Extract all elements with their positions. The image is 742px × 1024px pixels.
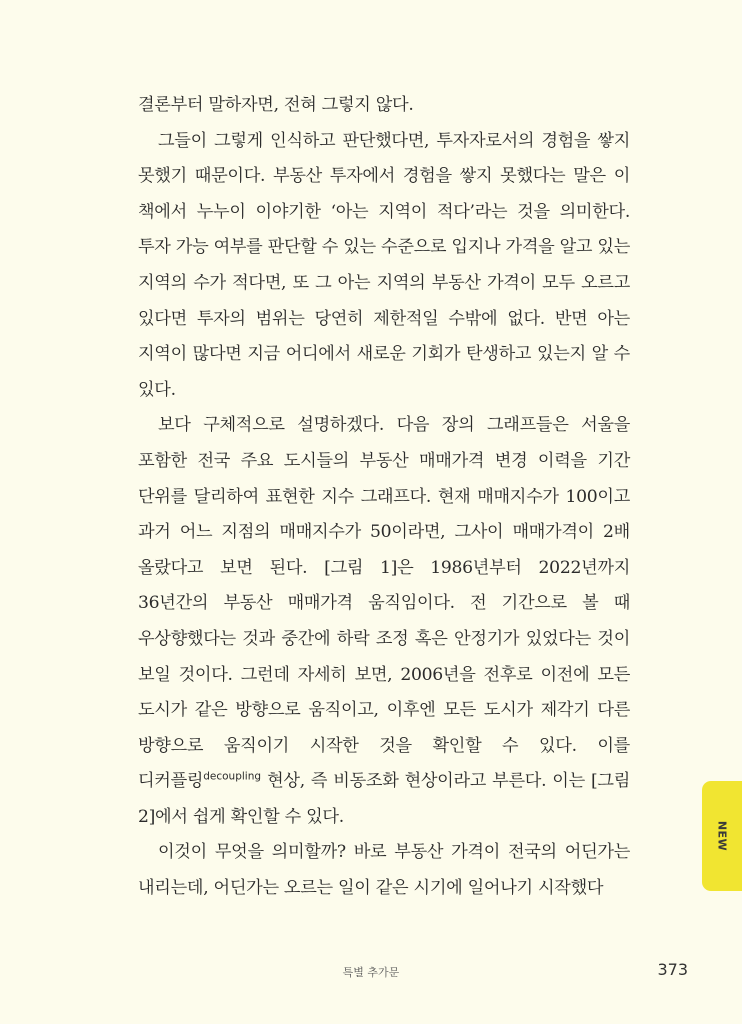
running-footer-title: 특별 추가문 [342, 966, 400, 979]
decoupling-superscript: decoupling [203, 770, 262, 783]
paragraph-4: 이것이 무엇을 의미할까? 바로 부동산 가격이 전국의 어딘가는 내리는데, 어딘가는 오르는 일이 같은 시기에 일어나기 시작했다 [138, 842, 630, 899]
page-number: 373 [657, 960, 688, 979]
paragraph-3-text-after: 현상, 즉 비동조화 현상이라고 부른다. 이는 [그림 2]에서 쉽게 확인할 수 있다. [138, 771, 630, 827]
paragraph-1: 결론부터 말하자면, 전혀 그렇지 않다. [138, 95, 414, 115]
page-body [138, 88, 630, 907]
paragraph-3 [138, 408, 630, 835]
new-section-tab [702, 781, 742, 891]
paragraph-3-text-before: 보다 구체적으로 설명하겠다. 다음 장의 그래프들은 서울을 포함한 전국 주요 도시들의 부동산 매매가격 변경 이력을 기간 단위를 달리하여 표현한 지수 그래프다. 현재 매매지수가 100이고 과거 어느 지점의 매매지수가 50이라면, 그사이 매매가격이 2배 올랐다고 보면 된다. [그림 1]은 1986년부터 2022년까지 36년간의 부동산 매매가격 움직임이다. 전 기간으로 볼 때 우상향했다는 것과 중간에 하락 조정 혹은 안정기가 있었다는 것이 보일 것이다. 그런데 자세히 보면, 2006년을 전후로 이전에 모든 도시가 같은 방향으로 움직이고, 이후엔 모든 도시가 제각기 다른 방향으로 움직이기 시작한 것을 확인할 수 있다. 이를 디커플링 [138, 415, 630, 792]
new-tab-label: NEW [715, 820, 729, 852]
paragraph-2: 그들이 그렇게 인식하고 판단했다면, 투자자로서의 경험을 쌓지 못했기 때문이다. 부동산 투자에서 경험을 쌓지 못했다는 말은 이 책에서 누누이 이야기한 ‘아는 지역이 적다’라는 것을 의미한다. 투자 가능 여부를 판단할 수 있는 수준으로 입지나 가격을 알고 있는 지역의 수가 적다면, 또 그 아는 지역의 부동산 가격이 모두 오르고 있다면 투자의 범위는 당연히 제한적일 수밖에 없다. 반면 아는 지역이 많다면 지금 어디에서 새로운 기회가 탄생하고 있는지 알 수 있다. [138, 130, 630, 400]
